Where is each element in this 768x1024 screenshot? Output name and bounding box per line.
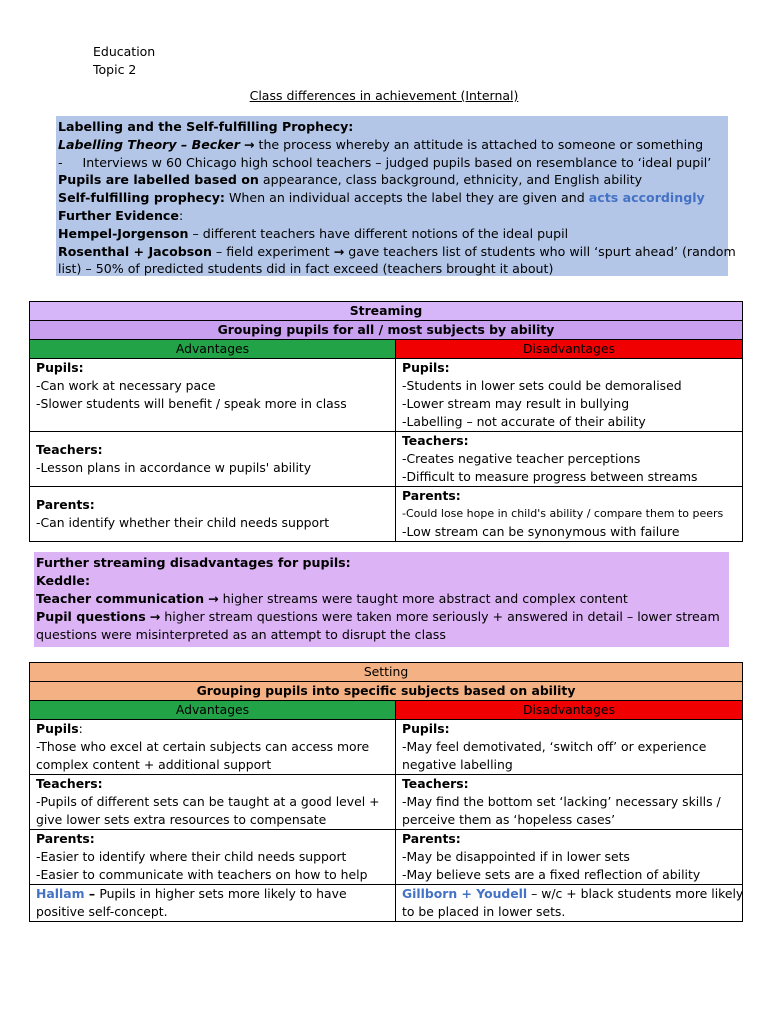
rj-line [58, 243, 736, 261]
cell-label: Parents: [402, 488, 461, 503]
cell-line: -Students in lower sets could be demoralised [402, 378, 682, 393]
cell-line: -Low stream can be synonymous with failure [402, 524, 680, 539]
hallam-text: Pupils in higher sets more likely to have [99, 886, 347, 901]
cell-line: -May feel demotivated, ‘switch off’ or experience [402, 739, 707, 754]
streaming-adv-teachers [30, 432, 396, 487]
rj-term: Rosenthal + Jacobson [58, 243, 212, 259]
sfp-text: When an individual accepts the label they are given and [224, 190, 589, 206]
labelling-box [56, 116, 736, 277]
pq-text: higher stream questions were taken more seriously + answered in detail – lower stream [160, 609, 720, 624]
streaming-advantages-header: Advantages [30, 340, 396, 359]
setting-dis-pupils [396, 720, 743, 775]
doc-topic: Topic 2 [93, 62, 137, 77]
labelling-theory-text: the process whereby an attitude is attached to someone or something [254, 136, 704, 152]
tc-term: Teacher communication [36, 591, 205, 606]
gy-text-2: to be placed in lower sets. [402, 904, 566, 919]
cell-line: negative labelling [402, 757, 513, 772]
cell-line: -Those who excel at certain subjects can access more [36, 739, 370, 754]
setting-adv-parents [30, 830, 396, 885]
hj-line [58, 225, 728, 243]
labelling-basis-term: Pupils are labelled based on [58, 172, 259, 188]
evidence-term: Further Evidence [58, 207, 179, 223]
rj-text-2: gave teachers list of students who will ‘spurt ahead’ (random [344, 243, 736, 259]
further-disadvantages-box [34, 552, 729, 647]
cell-line: -Labelling – not accurate of their ability [402, 414, 646, 429]
cell-line: -Difficult to measure progress between streams [402, 469, 698, 484]
cell-line: -Can identify whether their child needs support [36, 515, 330, 530]
streaming-subtitle: Grouping pupils for all / most subjects by ability [30, 321, 743, 340]
cell-line: -Easier to identify where their child needs support [36, 849, 347, 864]
cell-label: Parents: [36, 831, 95, 846]
cell-label: Parents: [402, 831, 461, 846]
setting-advantages-header: Advantages [30, 701, 396, 720]
rj-line-2: list) – 50% of predicted students did in fact exceed (teachers brought it about) [58, 261, 554, 277]
hj-text: – different teachers have different notions of the ideal pupil [188, 225, 569, 241]
rj-text: – field experiment [211, 243, 334, 259]
doc-subject: Education [93, 44, 156, 59]
further-heading: Further streaming disadvantages for pupils: [36, 555, 351, 570]
hallam-cell [30, 885, 396, 922]
labelling-theory-line [58, 136, 728, 154]
pq-term: Pupil questions [36, 609, 146, 624]
setting-adv-teachers [30, 775, 396, 830]
cell-line: -Easier to communicate with teachers on how to help [36, 867, 368, 882]
cell-line: give lower sets extra resources to compensate [36, 812, 327, 827]
cell-line: -Creates negative teacher perceptions [402, 451, 641, 466]
sfp-highlight: acts accordingly [588, 190, 705, 206]
cell-line: -Lower stream may result in bullying [402, 396, 630, 411]
streaming-adv-parents [30, 487, 396, 542]
hallam-dash: – [84, 886, 100, 901]
cell-line: -May be disappointed if in lower sets [402, 849, 630, 864]
cell-line: complex content + additional support [36, 757, 272, 772]
cell-line: perceive them as ‘hopeless cases’ [402, 812, 616, 827]
pupil-questions-line-2: questions were misinterpreted as an attempt to disrupt the class [36, 627, 446, 642]
tc-text: higher streams were taught more abstract and complex content [218, 591, 628, 606]
page-title: Class differences in achievement (Internal) [249, 88, 519, 103]
cell-line: -Pupils of different sets can be taught at a good level + [36, 794, 380, 809]
streaming-disadvantages-header: Disadvantages [396, 340, 743, 359]
gy-text: – w/c + black students more likely [527, 886, 744, 901]
cell-label-colon: : [78, 721, 83, 736]
cell-line: -May find the bottom set ‘lacking’ necessary skills / [402, 794, 721, 809]
hallam-name: Hallam [36, 886, 85, 901]
hallam-text-2: positive self-concept. [36, 904, 168, 919]
labelling-bullet: - Interviews w 60 Chicago high school teachers – judged pupils based on resemblance to ‘ideal pupil’ [58, 154, 712, 170]
cell-line: -Can work at necessary pace [36, 378, 216, 393]
hj-term: Hempel-Jorgenson [58, 225, 189, 241]
setting-disadvantages-header: Disadvantages [396, 701, 743, 720]
setting-title: Setting [30, 663, 743, 682]
cell-label: Pupils: [402, 360, 450, 375]
streaming-dis-parents [396, 487, 743, 542]
arrow-icon: → [149, 609, 161, 624]
evidence-colon: : [178, 207, 184, 223]
cell-label: Pupils: [402, 721, 450, 736]
cell-label: Pupils [36, 721, 79, 736]
labelling-basis-text: appearance, class background, ethnicity, and English ability [258, 172, 643, 188]
cell-label: Teachers: [402, 776, 469, 791]
labelling-heading: Labelling and the Self-fulfilling Prophecy: [58, 119, 354, 134]
gillborn-youdell-cell [396, 885, 743, 922]
arrow-icon: → [333, 243, 345, 259]
cell-label: Teachers: [402, 433, 469, 448]
setting-subtitle: Grouping pupils into specific subjects based on ability [30, 682, 743, 701]
cell-label: Teachers: [36, 776, 103, 791]
keddie-label: Keddle: [36, 573, 91, 588]
cell-label: Pupils: [36, 360, 84, 375]
setting-dis-parents [396, 830, 743, 885]
cell-line: -Lesson plans in accordance w pupils' ability [36, 460, 312, 475]
cell-line: -Slower students will benefit / speak more in class [36, 396, 347, 411]
labelling-basis-line [58, 171, 728, 189]
streaming-table [29, 301, 743, 542]
streaming-dis-pupils [396, 359, 743, 432]
sfp-term: Self-fulfilling prophecy: [58, 190, 225, 206]
teacher-communication-line [36, 590, 729, 608]
cell-label: Parents: [36, 497, 95, 512]
labelling-theory-term: Labelling Theory – Becker [58, 136, 240, 152]
sfp-line [58, 189, 728, 207]
arrow-icon: → [243, 136, 255, 152]
cell-line: -Could lose hope in child's ability / compare them to peers [402, 507, 724, 520]
cell-label: Teachers: [36, 442, 103, 457]
setting-table [29, 662, 743, 922]
pupil-questions-line [36, 608, 729, 626]
setting-dis-teachers [396, 775, 743, 830]
streaming-title: Streaming [30, 302, 743, 321]
cell-line: -May believe sets are a fixed reflection of ability [402, 867, 701, 882]
streaming-dis-teachers [396, 432, 743, 487]
gy-name: Gillborn + Youdell [402, 886, 528, 901]
streaming-adv-pupils [30, 359, 396, 432]
setting-adv-pupils [30, 720, 396, 775]
evidence-line [58, 207, 728, 225]
arrow-icon: → [208, 591, 219, 606]
